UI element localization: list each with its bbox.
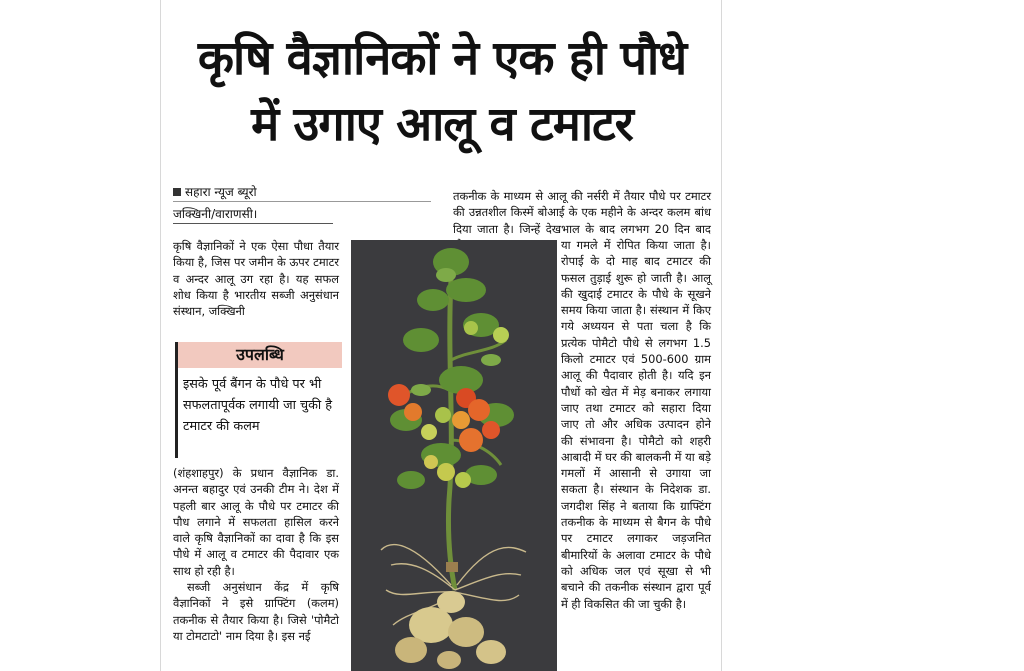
article-text-intro: कृषि वैज्ञानिकों ने एक ऐसा पौधा तैयार किया है, जिस पर जमीन के ऊपर टमाटर व अन्दर आलू उग रहा है। यह सफल शोध किया है भारतीय सब्जी अनुसंधान संस्थान, जक्खिनी [173, 239, 339, 319]
headline-line-2: में उगाए आलू व टमाटर [251, 97, 633, 152]
pomato-plant-photo [351, 240, 557, 671]
dateline-divider [173, 223, 333, 224]
article-column-right [561, 237, 711, 612]
highlight-box-title: उपलब्धि [178, 342, 342, 368]
article-paragraph-2: सब्जी अनुसंधान केंद्र में कृषि वैज्ञानिकों ने इसे ग्राफ्टिंग (कलम) तकनीक से तैयार किया है। जिसे 'पोमैटो या टोमटाटो' नाम दिया है। इस नई [173, 580, 339, 643]
dateline: जक्खिनी/वाराणसी। [173, 207, 258, 221]
article-column-left-top [173, 238, 339, 319]
byline-bureau-text: सहारा न्यूज ब्यूरो [185, 185, 257, 199]
byline-divider [173, 201, 431, 202]
article-paragraph-1: (शंहशाहपुर) के प्रधान वैज्ञानिक डा. अनन्त बहादुर एवं उनकी टीम ने। देश में पहली बार आलू के पौधे पर टमाटर की पौध लगाने में सफलता हासिल करने वाले कृषि वैज्ञानिकों का दावा है कि इस पौधे में आलू व टमाटर की पैदावार एक साथ हो रही है। [173, 466, 339, 578]
highlight-box [175, 342, 342, 458]
headline [161, 26, 723, 158]
pomato-plant-illustration [351, 240, 557, 671]
highlight-box-text: इसके पूर्व बैंगन के पौधे पर भी सफलतापूर्वक लगायी जा चुकी है टमाटर की कलम [183, 377, 333, 434]
article-column-left-bottom [173, 465, 339, 644]
square-bullet-icon [173, 188, 181, 196]
headline-line-1: कृषि वैज्ञानिकों ने एक ही पौधे [197, 31, 687, 86]
article-text-right: या गमले में रोपित किया जाता है। रोपाई के दो माह बाद टमाटर की फसल तुड़ाई शुरू हो जाती है। आलू की खुदाई टमाटर के पौधे के सूखने समय किया जाता है। संस्थान में किए गये अध्ययन से पता चला है कि प्रत्येक पोमैटो पौधे से लगभग 1.5 किलो टमाटर एवं 500-600 ग्राम आलू की पैदावार होती है। यदि इन पौधों को खेत में मेड़ बनाकर लगाया जाए तथा टमाटर को सहारा दिया जाए तो और अधिक उत्पादन होने की संभावना है। पोमैटो को शहरी आबादी में घर की बालकनी में या बड़े गमलों में आसानी से उगाया जा सकता है। संस्थान के निदेशक डा. जगदीश सिंह ने बताया कि ग्राफ्टिंग तकनीक के माध्यम से बैगन के पौधे पर टमाटर लगाकर जड़जनित बीमारियों के अलावा टमाटर के पौधे को अधिक जल एवं सूखा से भी बचाने की तकनीक संस्थान द्वारा पूर्व में ही विकसित की जा चुकी है। [561, 238, 711, 611]
article-text-right-top: तकनीक के माध्यम से आलू की नर्सरी में तैयार पौधे पर टमाटर की उन्नतशील किस्में बोआई के एक महीने के अन्दर कलम बांध दिया जाता है। जिन्हें देखभाल के बाद लगभग 20 दिन बाद [453, 189, 711, 236]
newspaper-clipping [160, 0, 722, 671]
byline-bureau [173, 184, 257, 200]
